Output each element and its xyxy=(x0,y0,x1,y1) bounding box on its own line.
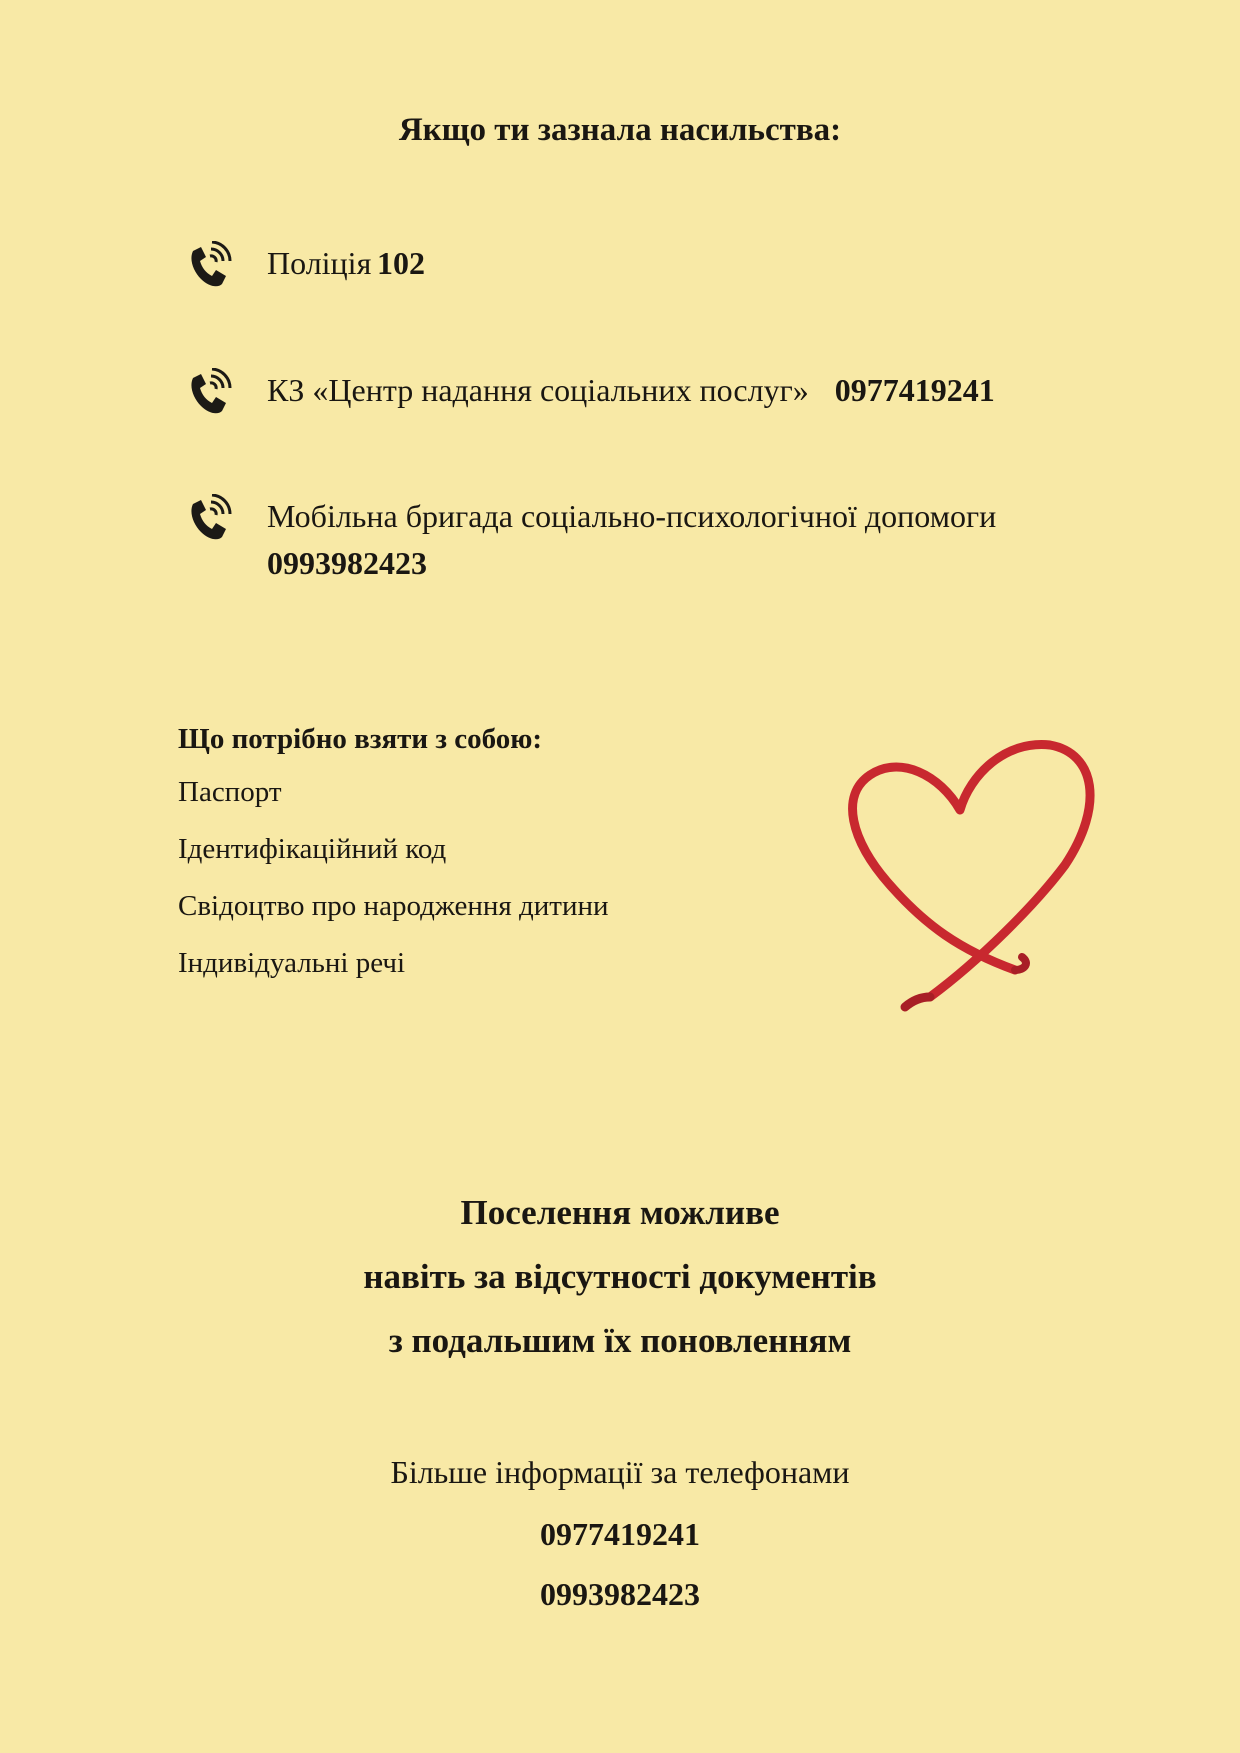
more-info-label: Більше інформації за телефонами xyxy=(390,1454,850,1490)
section-title: Що потрібно взяти з собою: xyxy=(178,723,543,755)
contact-number: 102 xyxy=(377,245,425,281)
contact-label: КЗ «Центр надання соціальних послуг» xyxy=(267,372,809,408)
settlement-line: Поселення можливе xyxy=(460,1193,780,1232)
what-to-bring-section xyxy=(178,723,778,1000)
phone-number: 0977419241 xyxy=(540,1516,700,1552)
phone-number: 0993982423 xyxy=(540,1576,700,1612)
list-item: Ідентифікаційний код xyxy=(178,833,447,865)
page-title: Якщо ти зазнала насильства: xyxy=(398,112,842,148)
ribbon-heart-icon xyxy=(830,735,1100,1015)
contact-number: 0993982423 xyxy=(267,545,427,581)
phone-icon xyxy=(185,241,233,291)
items-list xyxy=(178,772,778,1000)
list-item: Індивідуальні речі xyxy=(178,947,406,979)
settlement-note xyxy=(0,1190,1240,1382)
contact-number: 0977419241 xyxy=(834,372,995,408)
settlement-line: навіть за відсутності документів xyxy=(363,1257,877,1296)
phone-icon xyxy=(185,494,233,544)
more-info-section xyxy=(0,1450,1240,1632)
phone-icon xyxy=(185,368,233,418)
list-item: Свідоцтво про народження дитини xyxy=(178,890,609,922)
settlement-line: з подальшим їх поновленням xyxy=(388,1321,852,1360)
contact-label: Мобільна бригада соціально-психологічної допомоги xyxy=(267,498,997,534)
contact-label: Поліція xyxy=(267,245,372,281)
list-item: Паспорт xyxy=(178,776,282,808)
